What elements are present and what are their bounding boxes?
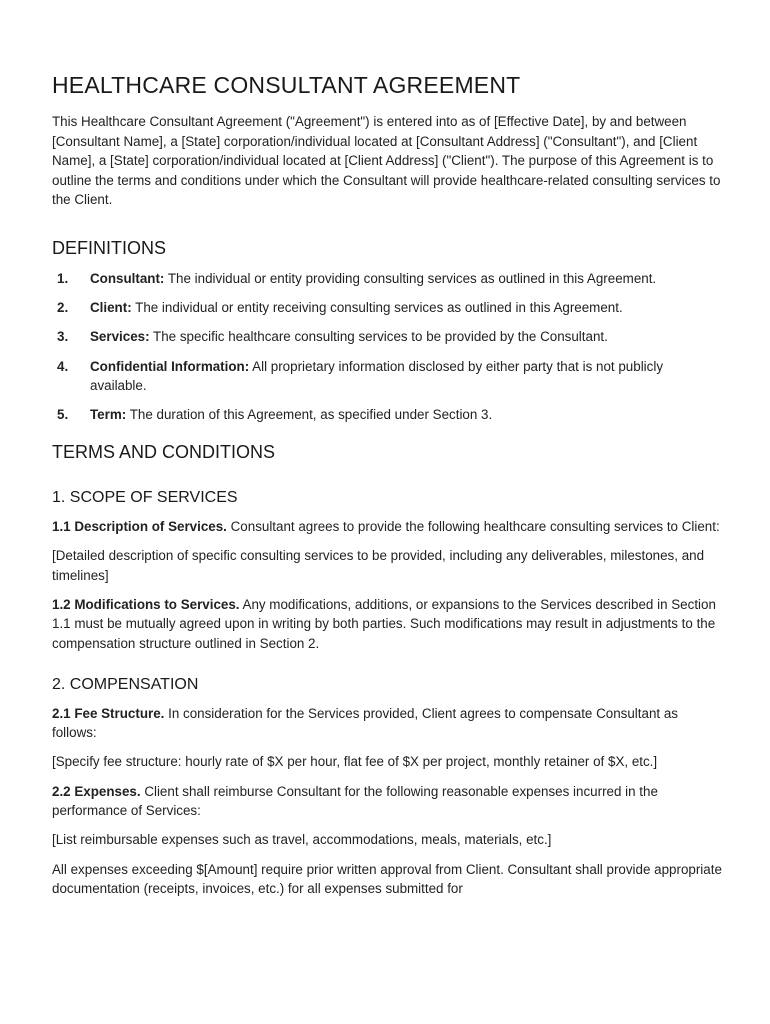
- scope-paragraph-2: [52, 595, 722, 654]
- definition-text: All proprietary information disclosed by either party that is not publicly available.: [90, 358, 664, 394]
- definition-item: [52, 405, 722, 425]
- clause-label: 2.2 Expenses.: [52, 783, 141, 799]
- scope-placeholder: [Detailed description of specific consulting services to be provided, including any deliverables, milestones, and timelines]: [52, 548, 705, 583]
- definition-number: 3.: [57, 329, 69, 345]
- expenses-placeholder: [List reimbursable expenses such as travel, accommodations, meals, materials, etc.]: [52, 832, 552, 848]
- intro-paragraph: This Healthcare Consultant Agreement ("Agreement") is entered into as of [Effective Date], by and between [Consultant Name], a [State] corporation/individual located at [Consultant Address] ("Consultant"), and [Client Name], a [State] corporation/individual located at [Client Address] ("Client"). The purpose of this Agreement is to outline the terms and conditions under which the Consultant will provide healthcare-related consulting services to the Client.: [52, 114, 721, 208]
- document-title: HEALTHCARE CONSULTANT AGREEMENT: [52, 72, 521, 98]
- definition-number: 2.: [57, 300, 69, 316]
- scope-heading: 1. SCOPE OF SERVICES: [52, 488, 238, 506]
- definition-text: The duration of this Agreement, as specified under Section 3.: [126, 407, 493, 423]
- clause-label: 1.1 Description of Services.: [52, 518, 227, 534]
- definition-term: Term:: [90, 407, 127, 423]
- definition-text: The individual or entity providing consulting services as outlined in this Agreement.: [164, 270, 657, 286]
- clause-text: In consideration for the Services provided, Client agrees to compensate Consultant as follows:: [52, 705, 678, 741]
- definition-term: Services:: [90, 329, 150, 345]
- scope-paragraph-1: [52, 517, 722, 537]
- definition-item: [52, 269, 722, 289]
- definitions-heading: DEFINITIONS: [52, 237, 167, 258]
- definition-item: [52, 298, 722, 318]
- document-page: [52, 68, 722, 908]
- definition-term: Client:: [90, 300, 132, 316]
- definition-number: 4.: [57, 358, 69, 374]
- definition-term: Confidential Information:: [90, 358, 250, 374]
- definition-number: 5.: [57, 407, 69, 423]
- expenses-approval-paragraph: All expenses exceeding $[Amount] require prior written approval from Client. Consultant shall provide appropriate documentation (receipts, invoices, etc.) for all expenses submitted for: [52, 861, 722, 897]
- definition-item: [52, 357, 722, 396]
- fee-placeholder: [Specify fee structure: hourly rate of $X per hour, flat fee of $X per project, monthly retainer of $X, etc.]: [52, 754, 658, 770]
- definition-text: The individual or entity receiving consulting services as outlined in this Agreement.: [131, 300, 623, 316]
- compensation-paragraph-2: [52, 782, 722, 821]
- definition-item: [52, 327, 722, 347]
- terms-heading: TERMS AND CONDITIONS: [52, 441, 276, 462]
- definition-term: Consultant:: [90, 270, 165, 286]
- clause-text: Client shall reimburse Consultant for the following reasonable expenses incurred in the performance of Services:: [52, 783, 658, 819]
- clause-text: Consultant agrees to provide the following healthcare consulting services to Client:: [226, 518, 720, 534]
- definition-number: 1.: [57, 270, 69, 286]
- definitions-list: [52, 269, 722, 425]
- clause-text: Any modifications, additions, or expansions to the Services described in Section 1.1 must be mutually agreed upon in writing by both parties. Such modifications may result in adjustments to the compensation structure outlined in Section 2.: [52, 596, 716, 652]
- compensation-heading: 2. COMPENSATION: [52, 675, 199, 693]
- compensation-paragraph-1: [52, 704, 722, 743]
- clause-label: 2.1 Fee Structure.: [52, 705, 165, 721]
- definition-text: The specific healthcare consulting services to be provided by the Consultant.: [149, 329, 608, 345]
- clause-label: 1.2 Modifications to Services.: [52, 596, 240, 612]
